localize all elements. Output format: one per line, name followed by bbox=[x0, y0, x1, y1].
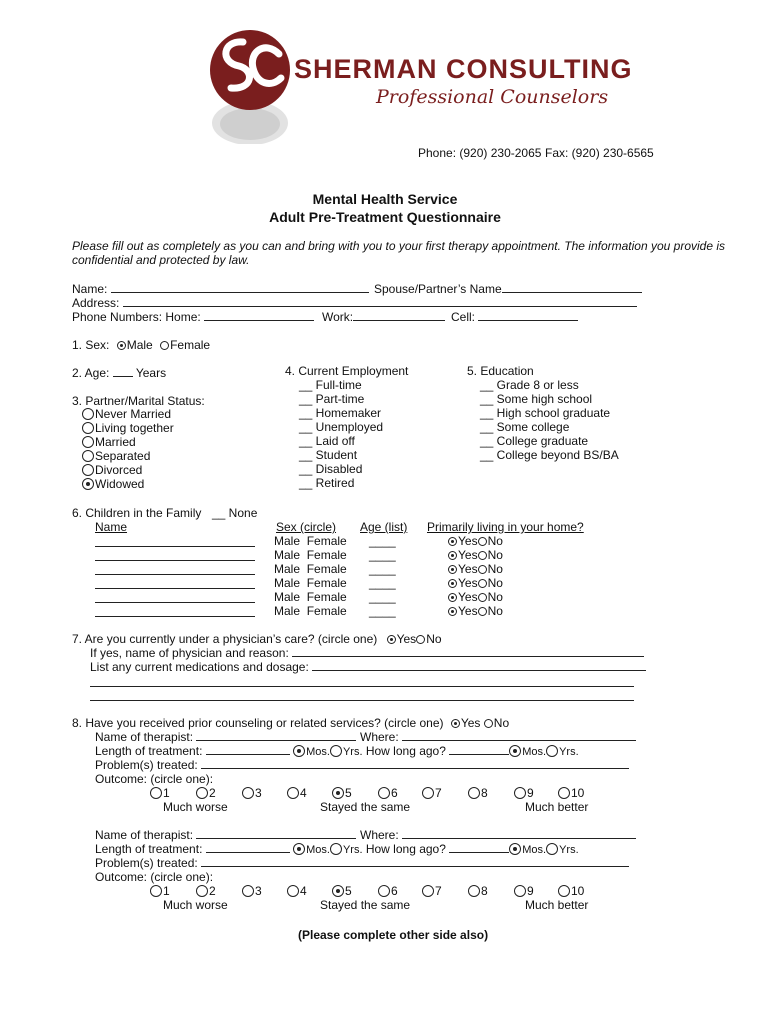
marital-living-together-radio[interactable] bbox=[82, 422, 94, 434]
outcome-radio[interactable] bbox=[287, 787, 299, 799]
outcome-option[interactable] bbox=[378, 786, 398, 800]
children-none-option[interactable]: __ None bbox=[212, 506, 258, 520]
therapist-name-label: Name of therapist: bbox=[95, 828, 194, 842]
child-home-no-label: No bbox=[487, 548, 503, 562]
marital-option-label: Living together bbox=[95, 421, 174, 435]
q7-no-radio[interactable] bbox=[416, 635, 425, 644]
child-sex-male[interactable]: Male bbox=[274, 548, 301, 562]
outcome-radio[interactable] bbox=[378, 787, 390, 799]
children-col-name: Name bbox=[95, 520, 128, 534]
child-home-yes-label: Yes bbox=[458, 604, 478, 618]
outcome-same-label: Stayed the same bbox=[320, 800, 411, 814]
child-sex-female[interactable]: Female bbox=[306, 590, 347, 604]
outcome-radio[interactable] bbox=[150, 885, 162, 897]
outcome-value: 3 bbox=[255, 884, 262, 898]
length-mos-radio[interactable] bbox=[293, 745, 305, 757]
child-home-yes-label: Yes bbox=[458, 534, 478, 548]
name-field[interactable] bbox=[111, 282, 369, 293]
outcome-option[interactable] bbox=[242, 786, 262, 800]
child-sex-female[interactable]: Female bbox=[306, 562, 347, 576]
address-label: Address: bbox=[72, 296, 120, 310]
q7-label: 7. Are you currently under a physician’s care? (circle one) bbox=[72, 632, 378, 646]
child-home-no-label: No bbox=[487, 562, 503, 576]
outcome-value: 7 bbox=[435, 786, 442, 800]
child-sex-option[interactable] bbox=[274, 562, 347, 576]
age-unit: Years bbox=[135, 366, 167, 380]
child-age-field[interactable]: ____ bbox=[369, 534, 396, 548]
ago-mos-label: Mos. bbox=[522, 844, 547, 856]
child-sex-male[interactable]: Male bbox=[274, 534, 301, 548]
outcome-radio[interactable] bbox=[242, 885, 254, 897]
child-home-no-radio[interactable] bbox=[478, 565, 487, 574]
outcome-radio[interactable] bbox=[468, 885, 480, 897]
child-home-yes-label: Yes bbox=[458, 590, 478, 604]
therapist-name-field[interactable] bbox=[196, 730, 356, 741]
sex-female-label: Female bbox=[170, 338, 211, 352]
outcome-radio[interactable] bbox=[514, 885, 526, 897]
outcome-value: 1 bbox=[163, 884, 170, 898]
q7-meds-line2[interactable] bbox=[90, 676, 634, 687]
child-home-yes-radio[interactable] bbox=[448, 593, 457, 602]
ago-mos-label: Mos. bbox=[522, 746, 547, 758]
employment-option[interactable]: __ Part-time bbox=[299, 392, 365, 406]
outcome-option[interactable] bbox=[378, 884, 398, 898]
work-phone-field[interactable] bbox=[353, 310, 445, 321]
outcome-radio[interactable] bbox=[514, 787, 526, 799]
therapist-name-field[interactable] bbox=[196, 828, 356, 839]
outcome-radio[interactable] bbox=[242, 787, 254, 799]
child-sex-option[interactable] bbox=[274, 590, 347, 604]
company-name: SHERMAN CONSULTING bbox=[294, 54, 633, 84]
child-sex-male[interactable]: Male bbox=[274, 590, 301, 604]
outcome-better-label: Much better bbox=[525, 898, 589, 912]
age-row bbox=[72, 366, 166, 380]
outcome-option[interactable] bbox=[242, 884, 262, 898]
marital-widowed-radio[interactable] bbox=[82, 478, 94, 490]
sex-row bbox=[72, 338, 210, 352]
outcome-radio[interactable] bbox=[422, 787, 434, 799]
marital-option-label: Never Married bbox=[95, 407, 172, 421]
child-sex-option[interactable] bbox=[274, 548, 347, 562]
outcome-label: Outcome: (circle one): bbox=[95, 870, 214, 884]
employment-option[interactable]: __ Retired bbox=[299, 476, 355, 490]
treatment-length-label: Length of treatment: bbox=[95, 842, 203, 856]
outcome-value: 3 bbox=[255, 786, 262, 800]
child-home-no-radio[interactable] bbox=[478, 551, 487, 560]
work-row bbox=[322, 310, 445, 324]
q7-meds-label: List any current medications and dosage: bbox=[90, 660, 309, 674]
outcome-option[interactable] bbox=[514, 884, 534, 898]
marital-divorced-radio[interactable] bbox=[82, 464, 94, 476]
child-home-yes-radio[interactable] bbox=[448, 537, 457, 546]
outcome-value: 2 bbox=[209, 786, 216, 800]
problems-row bbox=[95, 758, 629, 772]
q8-row bbox=[72, 716, 509, 730]
outcome-value: 4 bbox=[300, 884, 307, 898]
address-field[interactable] bbox=[123, 296, 637, 307]
ago-mos-radio[interactable] bbox=[509, 745, 521, 757]
q7-meds-field[interactable] bbox=[312, 660, 646, 671]
outcome-label: Outcome: (circle one): bbox=[95, 772, 214, 786]
marital-option[interactable] bbox=[82, 435, 136, 449]
spouse-row bbox=[374, 282, 642, 296]
child-name-field[interactable] bbox=[95, 534, 255, 547]
how-long-label: How long ago? bbox=[365, 842, 446, 856]
marital-option[interactable] bbox=[82, 449, 150, 463]
outcome-worse-label: Much worse bbox=[163, 800, 228, 814]
ago-yrs-radio[interactable] bbox=[546, 843, 558, 855]
outcome-option[interactable] bbox=[150, 884, 170, 898]
how-long-label: How long ago? bbox=[365, 744, 446, 758]
child-sex-male[interactable]: Male bbox=[274, 604, 301, 618]
therapist-name-row bbox=[95, 828, 356, 842]
child-age-field[interactable]: ____ bbox=[369, 604, 396, 618]
child-name-field[interactable] bbox=[95, 548, 255, 561]
outcome-option[interactable] bbox=[468, 786, 488, 800]
q8-label: 8. Have you received prior counseling or related services? (circle one) bbox=[72, 716, 444, 730]
therapist-where-label: Where: bbox=[360, 828, 399, 842]
cell-phone-label: Cell: bbox=[451, 310, 476, 324]
outcome-option[interactable] bbox=[196, 786, 216, 800]
problems-label: Problem(s) treated: bbox=[95, 758, 198, 772]
outcome-radio[interactable] bbox=[332, 787, 344, 799]
length-mos-radio[interactable] bbox=[293, 843, 305, 855]
home-phone-field[interactable] bbox=[204, 310, 314, 321]
child-home-yes-radio[interactable] bbox=[448, 551, 457, 560]
education-option[interactable]: __ College beyond BS/BA bbox=[480, 448, 619, 462]
marital-never-married-radio[interactable] bbox=[82, 408, 94, 420]
therapist-name-row bbox=[95, 730, 356, 744]
outcome-value: 1 bbox=[163, 786, 170, 800]
child-home-no-radio[interactable] bbox=[478, 579, 487, 588]
home-phone-label: Phone Numbers: Home: bbox=[72, 310, 201, 324]
child-home-yes-label: Yes bbox=[458, 562, 478, 576]
q7-no-label: No bbox=[426, 632, 442, 646]
age-field[interactable] bbox=[113, 366, 133, 377]
child-age-field[interactable]: ____ bbox=[369, 562, 396, 576]
name-label: Name: bbox=[72, 282, 108, 296]
outcome-radio[interactable] bbox=[196, 885, 208, 897]
treatment-length-field[interactable] bbox=[206, 744, 290, 755]
sex-female-radio[interactable] bbox=[160, 341, 169, 350]
problems-row bbox=[95, 856, 629, 870]
child-age-field[interactable]: ____ bbox=[369, 590, 396, 604]
child-home-option bbox=[448, 548, 503, 562]
marital-option-label: Married bbox=[95, 435, 136, 449]
name-row bbox=[72, 282, 369, 296]
header-fax: Fax: (920) 230-6565 bbox=[545, 146, 654, 160]
child-home-no-radio[interactable] bbox=[478, 593, 487, 602]
employment-option[interactable]: __ Homemaker bbox=[299, 406, 382, 420]
q7-yes-label: Yes bbox=[396, 632, 417, 646]
outcome-radio[interactable] bbox=[196, 787, 208, 799]
outcome-value: 10 bbox=[571, 884, 585, 898]
child-sex-male[interactable]: Male bbox=[274, 562, 301, 576]
employment-option[interactable]: __ Disabled bbox=[299, 462, 363, 476]
outcome-option[interactable] bbox=[332, 786, 352, 800]
marital-option-label: Separated bbox=[95, 449, 151, 463]
outcome-option[interactable] bbox=[422, 884, 442, 898]
cell-phone-field[interactable] bbox=[478, 310, 578, 321]
child-name-field[interactable] bbox=[95, 590, 255, 603]
sex-label: 1. Sex: bbox=[72, 338, 110, 352]
length-mos-label: Mos. bbox=[306, 844, 330, 856]
intro-line1: Please fill out as completely as you can and bring with you to your first therapy appointment. The information you provide is bbox=[72, 239, 726, 253]
age-label: 2. Age: bbox=[72, 366, 110, 380]
outcome-value: 10 bbox=[571, 786, 585, 800]
outcome-value: 8 bbox=[481, 884, 488, 898]
outcome-option[interactable] bbox=[332, 884, 352, 898]
problems-label: Problem(s) treated: bbox=[95, 856, 198, 870]
phone-row bbox=[72, 310, 314, 324]
marital-option-label: Divorced bbox=[95, 463, 143, 477]
length-mos-label: Mos. bbox=[306, 746, 330, 758]
child-name-field[interactable] bbox=[95, 604, 255, 617]
treatment-length-row bbox=[95, 842, 579, 856]
q7-physician-row bbox=[90, 646, 644, 660]
work-phone-label: Work: bbox=[322, 310, 354, 324]
child-home-option bbox=[448, 562, 503, 576]
therapist-where-field[interactable] bbox=[402, 730, 636, 741]
child-home-no-label: No bbox=[487, 590, 503, 604]
q7-meds-line3[interactable] bbox=[90, 690, 634, 701]
child-home-option bbox=[448, 590, 503, 604]
outcome-value: 6 bbox=[391, 884, 398, 898]
child-home-no-radio[interactable] bbox=[478, 537, 487, 546]
outcome-option[interactable] bbox=[514, 786, 534, 800]
outcome-radio[interactable] bbox=[558, 787, 570, 799]
outcome-radio[interactable] bbox=[332, 885, 344, 897]
how-long-field[interactable] bbox=[449, 744, 509, 755]
outcome-value: 9 bbox=[527, 884, 534, 898]
children-col-age: Age (list) bbox=[360, 520, 408, 534]
q7-physician-field[interactable] bbox=[292, 646, 644, 657]
marital-option[interactable] bbox=[82, 477, 144, 491]
education-option[interactable]: __ High school graduate bbox=[480, 406, 611, 420]
therapist-where-field[interactable] bbox=[402, 828, 636, 839]
outcome-radio[interactable] bbox=[287, 885, 299, 897]
outcome-value: 5 bbox=[345, 786, 352, 800]
ago-yrs-label: Yrs. bbox=[559, 844, 579, 856]
children-label: 6. Children in the Family bbox=[72, 506, 202, 520]
marital-option[interactable] bbox=[82, 463, 142, 477]
company-tagline: Professional Counselors bbox=[376, 86, 609, 108]
marital-married-radio[interactable] bbox=[82, 436, 94, 448]
outcome-value: 8 bbox=[481, 786, 488, 800]
child-home-option bbox=[448, 534, 503, 548]
cell-row bbox=[451, 310, 578, 324]
ago-mos-radio[interactable] bbox=[509, 843, 521, 855]
child-sex-option[interactable] bbox=[274, 604, 347, 618]
outcome-radio[interactable] bbox=[422, 885, 434, 897]
therapist-where-row bbox=[360, 828, 636, 842]
outcome-option[interactable] bbox=[558, 786, 584, 800]
child-home-no-radio[interactable] bbox=[478, 607, 487, 616]
outcome-option[interactable] bbox=[287, 884, 307, 898]
marital-separated-radio[interactable] bbox=[82, 450, 94, 462]
length-yrs-label: Yrs. bbox=[342, 844, 363, 856]
child-sex-option[interactable] bbox=[274, 576, 347, 590]
child-age-field[interactable]: ____ bbox=[369, 576, 396, 590]
address-row bbox=[72, 296, 637, 310]
employment-label: 4. Current Employment bbox=[285, 364, 409, 378]
treatment-length-field[interactable] bbox=[206, 842, 290, 853]
outcome-radio[interactable] bbox=[558, 885, 570, 897]
child-name-field[interactable] bbox=[95, 562, 255, 575]
outcome-better-label: Much better bbox=[525, 800, 589, 814]
company-logo bbox=[205, 28, 295, 144]
child-home-yes-radio[interactable] bbox=[448, 607, 457, 616]
child-home-yes-radio[interactable] bbox=[448, 579, 457, 588]
education-option[interactable]: __ College graduate bbox=[480, 434, 589, 448]
children-col-home: Primarily living in your home? bbox=[427, 520, 584, 534]
employment-option[interactable]: __ Student bbox=[299, 448, 358, 462]
child-home-yes-radio[interactable] bbox=[448, 565, 457, 574]
q8-no-radio[interactable] bbox=[484, 719, 493, 728]
length-yrs-label: Yrs. bbox=[342, 746, 363, 758]
intro-line2: confidential and protected by law. bbox=[72, 253, 250, 267]
marital-label: 3. Partner/Marital Status: bbox=[72, 394, 205, 408]
outcome-value: 7 bbox=[435, 884, 442, 898]
children-col-sex: Sex (circle) bbox=[276, 520, 337, 534]
treatment-length-label: Length of treatment: bbox=[95, 744, 203, 758]
form-title-line2: Adult Pre-Treatment Questionnaire bbox=[269, 209, 501, 225]
outcome-option[interactable] bbox=[422, 786, 442, 800]
ago-yrs-label: Yrs. bbox=[559, 746, 579, 758]
q8-yes-label: Yes bbox=[460, 716, 481, 730]
header-phone: Phone: (920) 230-2065 bbox=[418, 146, 542, 160]
child-name-field[interactable] bbox=[95, 576, 255, 589]
footer-note: (Please complete other side also) bbox=[298, 928, 489, 942]
length-yrs-radio[interactable] bbox=[330, 843, 342, 855]
logo-mark-icon bbox=[205, 28, 295, 144]
q7-row bbox=[72, 632, 442, 646]
outcome-same-label: Stayed the same bbox=[320, 898, 411, 912]
child-age-field[interactable]: ____ bbox=[369, 548, 396, 562]
outcome-option[interactable] bbox=[558, 884, 584, 898]
child-home-option bbox=[448, 604, 503, 618]
outcome-worse-label: Much worse bbox=[163, 898, 228, 912]
spouse-field[interactable] bbox=[502, 282, 642, 293]
education-option[interactable]: __ Some high school bbox=[480, 392, 593, 406]
outcome-radio[interactable] bbox=[468, 787, 480, 799]
outcome-radio[interactable] bbox=[150, 787, 162, 799]
q8-no-label: No bbox=[493, 716, 510, 730]
education-option[interactable]: __ Grade 8 or less bbox=[480, 378, 579, 392]
outcome-option[interactable] bbox=[196, 884, 216, 898]
outcome-value: 5 bbox=[345, 884, 352, 898]
child-home-yes-label: Yes bbox=[458, 548, 478, 562]
sex-male-radio[interactable] bbox=[117, 341, 126, 350]
form-title-line1: Mental Health Service bbox=[312, 191, 458, 207]
child-sex-female[interactable]: Female bbox=[306, 576, 347, 590]
ago-yrs-radio[interactable] bbox=[546, 745, 558, 757]
outcome-option[interactable] bbox=[150, 786, 170, 800]
marital-option[interactable] bbox=[82, 421, 174, 435]
how-long-field[interactable] bbox=[449, 842, 509, 853]
marital-option[interactable] bbox=[82, 407, 171, 421]
therapist-where-label: Where: bbox=[360, 730, 399, 744]
q7-yes-radio[interactable] bbox=[387, 635, 396, 644]
outcome-option[interactable] bbox=[287, 786, 307, 800]
child-home-no-label: No bbox=[487, 576, 503, 590]
problems-field[interactable] bbox=[201, 758, 629, 769]
employment-option[interactable]: __ Unemployed bbox=[299, 420, 384, 434]
problems-field[interactable] bbox=[201, 856, 629, 867]
outcome-value: 2 bbox=[209, 884, 216, 898]
child-home-no-label: No bbox=[487, 604, 503, 618]
child-sex-female[interactable]: Female bbox=[306, 604, 347, 618]
child-sex-female[interactable]: Female bbox=[306, 548, 347, 562]
outcome-value: 9 bbox=[527, 786, 534, 800]
child-home-no-label: No bbox=[487, 534, 503, 548]
q7-physician-label: If yes, name of physician and reason: bbox=[90, 646, 289, 660]
child-home-option bbox=[448, 576, 503, 590]
q8-yes-radio[interactable] bbox=[451, 719, 460, 728]
marital-option-label: Widowed bbox=[95, 477, 145, 491]
child-sex-option[interactable] bbox=[274, 534, 347, 548]
q7-meds-row bbox=[90, 660, 646, 674]
outcome-value: 6 bbox=[391, 786, 398, 800]
child-sex-female[interactable]: Female bbox=[306, 534, 347, 548]
outcome-option[interactable] bbox=[468, 884, 488, 898]
outcome-value: 4 bbox=[300, 786, 307, 800]
therapist-where-row bbox=[360, 730, 636, 744]
length-yrs-radio[interactable] bbox=[330, 745, 342, 757]
employment-option[interactable]: __ Full-time bbox=[299, 378, 362, 392]
spouse-label: Spouse/Partner’s Name bbox=[374, 282, 502, 296]
employment-option[interactable]: __ Laid off bbox=[299, 434, 355, 448]
therapist-name-label: Name of therapist: bbox=[95, 730, 194, 744]
child-home-yes-label: Yes bbox=[458, 576, 478, 590]
child-sex-male[interactable]: Male bbox=[274, 576, 301, 590]
treatment-length-row bbox=[95, 744, 579, 758]
sex-male-label: Male bbox=[126, 338, 153, 352]
education-option[interactable]: __ Some college bbox=[480, 420, 570, 434]
education-label: 5. Education bbox=[467, 364, 534, 378]
outcome-radio[interactable] bbox=[378, 885, 390, 897]
